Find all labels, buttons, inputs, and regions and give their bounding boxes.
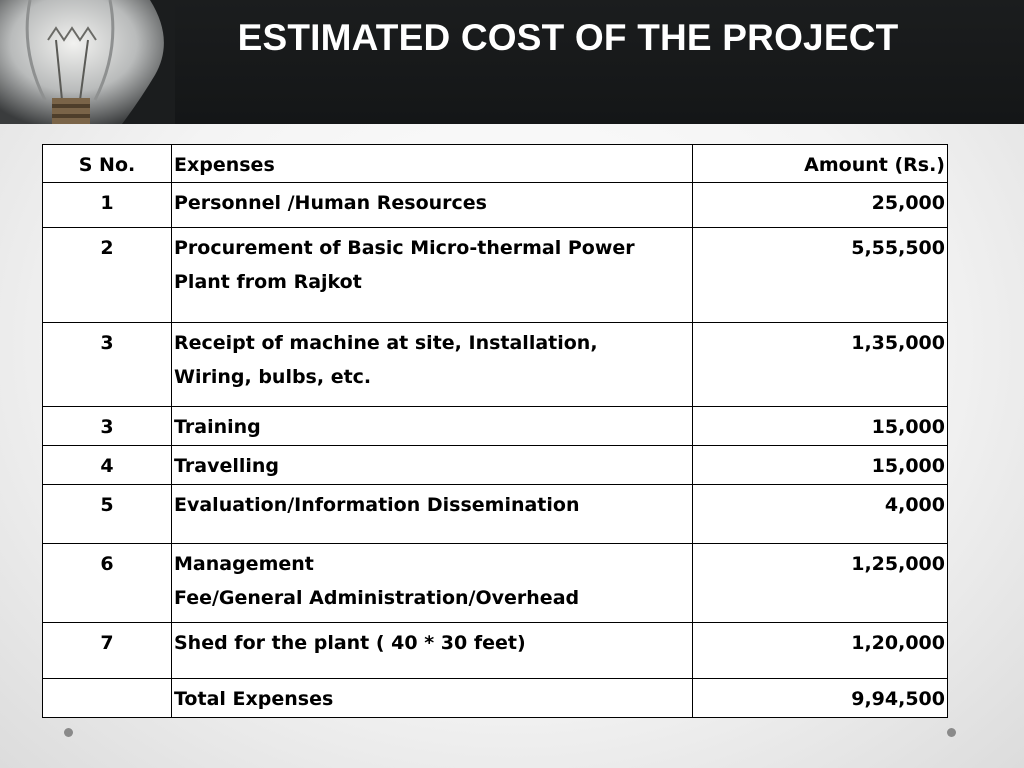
row-amount: 5,55,500 — [693, 228, 948, 323]
row-amount: 4,000 — [693, 485, 948, 544]
row-amount: 1,20,000 — [693, 623, 948, 679]
expense-line: Travelling — [174, 455, 280, 477]
table-row — [43, 183, 948, 228]
row-sno: 2 — [43, 228, 172, 323]
total-amount: 9,94,500 — [693, 679, 948, 718]
light-bulb-icon — [0, 0, 175, 124]
table-row — [43, 544, 948, 623]
expense-line: Plant from Rajkot — [174, 271, 362, 293]
table-row — [43, 407, 948, 446]
row-sno: 4 — [43, 446, 172, 485]
expense-line: Management — [174, 553, 314, 575]
row-expense — [172, 485, 693, 544]
row-sno: 3 — [43, 407, 172, 446]
row-amount: 15,000 — [693, 446, 948, 485]
cost-table — [42, 144, 948, 718]
table-row — [43, 323, 948, 407]
total-row — [43, 679, 948, 718]
row-expense — [172, 407, 693, 446]
table-row — [43, 228, 948, 323]
expense-line: Personnel /Human Resources — [174, 192, 487, 214]
expense-line: Training — [174, 416, 261, 438]
header-expenses: Expenses — [172, 145, 693, 183]
row-sno: 5 — [43, 485, 172, 544]
row-sno: 1 — [43, 183, 172, 228]
table-row — [43, 623, 948, 679]
row-expense — [172, 446, 693, 485]
row-expense — [172, 623, 693, 679]
row-expense — [172, 228, 693, 323]
row-expense — [172, 323, 693, 407]
row-amount: 25,000 — [693, 183, 948, 228]
left-decorative-dot — [64, 728, 73, 737]
expense-line: Shed for the plant ( 40 * 30 feet) — [174, 632, 526, 654]
header-sno: S No. — [43, 145, 172, 183]
table-row — [43, 485, 948, 544]
row-amount: 1,35,000 — [693, 323, 948, 407]
table-header-row — [43, 145, 948, 183]
slide-header — [0, 0, 1024, 124]
row-sno: 3 — [43, 323, 172, 407]
row-sno: 6 — [43, 544, 172, 623]
slide-title: ESTIMATED COST OF THE PROJECT — [237, 17, 899, 58]
header-amount: Amount (Rs.) — [693, 145, 948, 183]
total-label: Total Expenses — [172, 679, 693, 718]
row-expense — [172, 544, 693, 623]
expense-line: Fee/General Administration/Overhead — [174, 587, 580, 609]
expense-line: Wiring, bulbs, etc. — [174, 366, 372, 388]
expense-line: Evaluation/Information Dissemination — [174, 494, 580, 516]
expense-line: Receipt of machine at site, Installation, — [174, 332, 598, 354]
row-amount: 1,25,000 — [693, 544, 948, 623]
row-amount: 15,000 — [693, 407, 948, 446]
table-row — [43, 446, 948, 485]
right-decorative-dot — [947, 728, 956, 737]
row-sno: 7 — [43, 623, 172, 679]
row-expense — [172, 183, 693, 228]
total-sno — [43, 679, 172, 718]
expense-line: Procurement of Basic Micro-thermal Power — [174, 237, 635, 259]
